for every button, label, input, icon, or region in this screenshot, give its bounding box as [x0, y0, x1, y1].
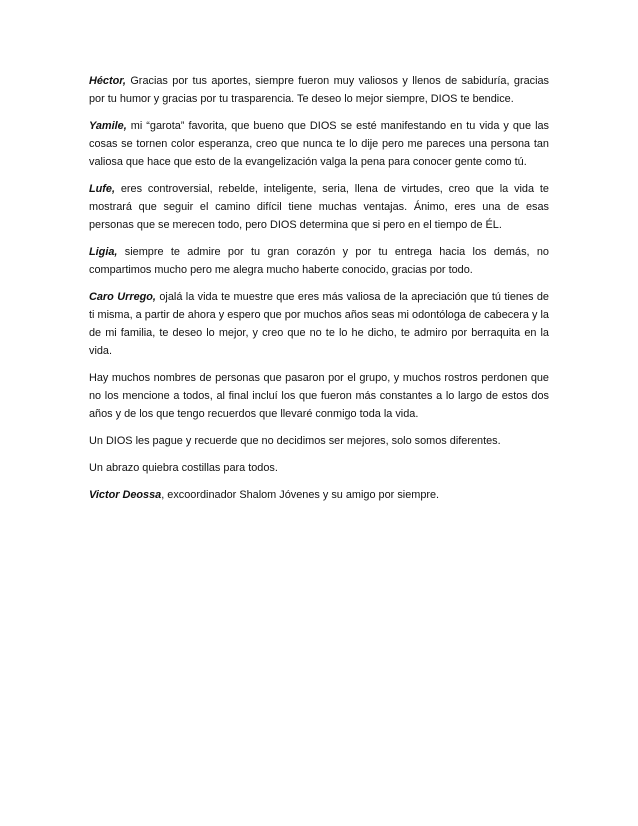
person-name: Caro Urrego,	[89, 291, 156, 303]
person-name: Ligia,	[89, 246, 118, 258]
person-name: Lufe,	[89, 183, 116, 195]
closing-paragraph-blessing: Un DIOS les pague y recuerde que no decidimos ser mejores, solo somos diferentes.	[89, 435, 501, 447]
signature-text: , excoordinador Shalom Jóvenes y su amigo por siempre.	[161, 489, 440, 501]
paragraph-yamile	[89, 117, 549, 171]
document-body	[89, 72, 549, 513]
paragraph-caro-urrego	[89, 288, 549, 360]
paragraph-text: mi “garota” favorita, que bueno que DIOS se esté manifestando en tu vida y que las cosas se tornen color esperanza, creo que nunca te lo dije pero me pareces una persona tan valiosa que hace que esto de la evangelización valga la pena para conocer gente como tú.	[89, 120, 549, 168]
paragraph-hector	[89, 72, 549, 108]
person-name: Héctor,	[89, 75, 126, 87]
signature-name: Victor Deossa	[89, 489, 162, 501]
closing-paragraph-hug: Un abrazo quiebra costillas para todos.	[89, 462, 278, 474]
paragraph-text: siempre te admire por tu gran corazón y por tu entrega hacia los demás, no compartimos mucho pero me alegra mucho haberte conocido, gracias por todo.	[89, 246, 549, 276]
person-name: Yamile,	[89, 120, 127, 132]
closing-paragraph-names: Hay muchos nombres de personas que pasaron por el grupo, y muchos rostros perdonen que no los mencione a todos, al final incluí los que fueron más constantes a lo largo de estos dos años y de los que tengo recuerdos que llevaré conmigo toda la vida.	[89, 372, 549, 420]
paragraph-ligia	[89, 243, 549, 279]
signature	[89, 486, 549, 504]
paragraph-lufe	[89, 180, 549, 234]
paragraph-text: ojalá la vida te muestre que eres más valiosa de la apreciación que tú tienes de ti misma, a partir de ahora y espero que por muchos años seas mi odontóloga de cabecera y la de mi familia, te deseo lo mejor, y creo que no te lo he dicho, te admiro por berraquita en la vida.	[89, 291, 549, 357]
paragraph-text: eres controversial, rebelde, inteligente, seria, llena de virtudes, creo que la vida te mostrará que seguir el camino difícil tiene muchas ventajas. Ánimo, eres una de esas personas que se merecen todo, pero DIOS determina que si pero en el tiempo de ÉL.	[89, 183, 549, 231]
paragraph-text: Gracias por tus aportes, siempre fueron muy valiosos y llenos de sabiduría, gracias por tu humor y gracias por tu trasparencia. Te deseo lo mejor siempre, DIOS te bendice.	[89, 75, 549, 105]
